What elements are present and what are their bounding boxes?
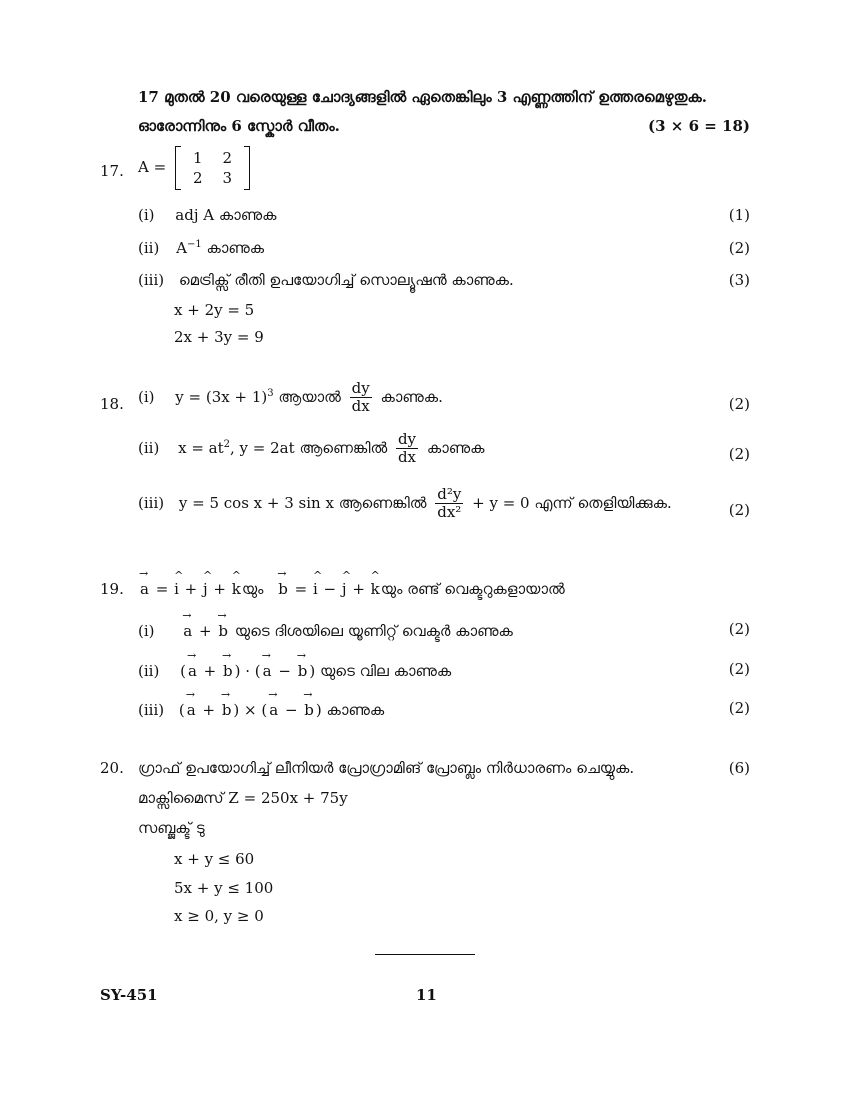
q19-number: 19. bbox=[100, 580, 124, 598]
part-text: കാണുക bbox=[206, 239, 265, 257]
derivative-fraction bbox=[350, 380, 372, 416]
unit-i: ^ i bbox=[174, 580, 179, 598]
q19-part-iii-marks: (2) bbox=[728, 699, 750, 717]
footer-code: SY-451 bbox=[100, 986, 158, 1004]
q20-marks: (6) bbox=[728, 759, 750, 777]
part-number: (i) bbox=[138, 206, 155, 224]
q18-part-i bbox=[138, 380, 443, 416]
matrix-label: A = bbox=[138, 158, 167, 176]
part-text: മെട്രിക്സ് രീതി ഉപയോഗിച്ച് സൊല്യൂഷൻ കാണുക. bbox=[178, 271, 514, 289]
matrix-cell: 2 bbox=[222, 149, 233, 167]
end-divider bbox=[375, 954, 475, 955]
part-expr-2: + y = 0 bbox=[472, 493, 530, 512]
part-mid-text: ആയാൽ bbox=[278, 387, 341, 406]
part-mid-text: ആണെങ്കിൽ bbox=[299, 438, 388, 457]
part-expr: y = (3x + 1) bbox=[175, 387, 268, 406]
unit-j: ^ j bbox=[342, 580, 347, 598]
part-number: (i) bbox=[138, 387, 155, 406]
fraction-denominator: dx bbox=[351, 397, 370, 416]
part-number: (iii) bbox=[138, 493, 165, 512]
q18-part-i-marks: (2) bbox=[728, 395, 750, 413]
q19-part-ii-marks: (2) bbox=[728, 660, 750, 678]
q17-equation-1: x + 2y = 5 bbox=[174, 301, 255, 319]
matrix-cell: 2 bbox=[192, 169, 203, 187]
fraction-numerator: d²y bbox=[437, 485, 462, 503]
part-expr-sup: −1 bbox=[186, 239, 202, 250]
part-expr-sup: 3 bbox=[267, 387, 274, 399]
matrix-A bbox=[175, 146, 250, 190]
second-derivative-fraction bbox=[435, 486, 463, 522]
q19-part-iii: (iii) (→ a + → b ) × (→ a − → b ) കാണുക bbox=[138, 695, 384, 719]
instruction-marks: (3 × 6 = 18) bbox=[648, 117, 750, 135]
vector-b: → b bbox=[222, 695, 232, 719]
instruction-line-1: 17 മുതൽ 20 വരെയുള്ള ചോദ്യങ്ങളിൽ ഏതെങ്കിലും 3 എണ്ണത്തിന് ഉത്തരമെഴുതുക. bbox=[138, 88, 707, 106]
q20-constraint-1: x + y ≤ 60 bbox=[174, 850, 255, 868]
q17-part-i bbox=[138, 206, 276, 224]
part-number: (iii) bbox=[138, 701, 165, 719]
part-expr-sup: 2 bbox=[223, 438, 231, 450]
q20-number: 20. bbox=[100, 759, 124, 777]
unit-j: ^ j bbox=[203, 580, 208, 598]
maximise-label: മാക്സിമൈസ് bbox=[138, 789, 224, 807]
q18-part-iii bbox=[138, 486, 672, 522]
fraction-numerator: dy bbox=[351, 379, 370, 397]
conjunction-text: യും bbox=[241, 580, 264, 598]
q17-matrix-def bbox=[138, 146, 250, 190]
part-text: കാണുക bbox=[326, 701, 385, 719]
instruction-line-2: ഓരോന്നിനും 6 സ്കോർ വീതം. bbox=[138, 117, 340, 135]
q19-intro: → a = ^ i + ^ j + ^ kയും → b = ^ i − ^ j + ^ kയും രണ്ട് വെക്ടറുകളായാൽ bbox=[138, 574, 565, 598]
fraction-numerator: dy bbox=[397, 430, 417, 448]
unit-k: ^ k bbox=[371, 580, 380, 598]
vector-b: → b bbox=[278, 574, 288, 598]
fraction-denominator: dx² bbox=[437, 503, 462, 522]
vector-a: → a bbox=[263, 656, 272, 680]
vector-a: → a bbox=[188, 656, 197, 680]
vector-a: → a bbox=[140, 574, 149, 598]
part-text: കാണുക. bbox=[380, 387, 443, 406]
q19-part-ii: (ii) (→ a + → b ) · (→ a − → b ) യുടെ വില കാണുക bbox=[138, 656, 451, 680]
vector-a: → a bbox=[187, 695, 196, 719]
matrix-cell: 3 bbox=[222, 169, 233, 187]
footer-page-number: 11 bbox=[416, 986, 437, 1004]
q19-part-i: (i) → a + → b യുടെ ദിശയിലെ യൂണിറ്റ് വെക്ടർ കാണുക bbox=[138, 616, 513, 640]
unit-i: ^ i bbox=[313, 580, 318, 598]
q20-text: ഗ്രാഫ് ഉപയോഗിച്ച് ലീനിയർ പ്രോഗ്രാമിങ് പ്രോബ്ലം നിർധാരണം ചെയ്യുക. bbox=[138, 759, 635, 777]
part-expr: A bbox=[176, 239, 187, 257]
vector-b: → b bbox=[304, 695, 314, 719]
part-text: എന്ന് തെളിയിക്കുക. bbox=[534, 493, 672, 512]
q20-constraint-2: 5x + y ≤ 100 bbox=[174, 879, 274, 897]
unit-k: ^ k bbox=[232, 580, 241, 598]
q17-part-ii-marks: (2) bbox=[728, 239, 750, 257]
q20-objective bbox=[138, 789, 348, 807]
q18-number: 18. bbox=[100, 395, 124, 413]
q17-equation-2: 2x + 3y = 9 bbox=[174, 328, 264, 346]
vector-b: → b bbox=[298, 656, 308, 680]
vector-b: → b bbox=[218, 616, 228, 640]
fraction-denominator: dx bbox=[397, 448, 417, 467]
q17-number: 17. bbox=[100, 162, 124, 180]
part-number: (ii) bbox=[138, 438, 160, 457]
part-expr: adj A bbox=[175, 206, 215, 224]
intro-text: യും രണ്ട് വെക്ടറുകളായാൽ bbox=[380, 580, 565, 598]
q18-part-ii-marks: (2) bbox=[728, 445, 750, 463]
part-number: (ii) bbox=[138, 239, 160, 257]
part-number: (i) bbox=[138, 622, 155, 640]
vector-a: → a bbox=[269, 695, 278, 719]
objective-function: Z = 250x + 75y bbox=[228, 789, 348, 807]
q17-part-ii bbox=[138, 239, 264, 257]
q17-part-iii-marks: (3) bbox=[728, 271, 750, 289]
part-text: യുടെ ദിശയിലെ യൂണിറ്റ് വെക്ടർ കാണുക bbox=[234, 622, 513, 640]
part-text: കാണുക bbox=[426, 438, 485, 457]
derivative-fraction bbox=[396, 431, 418, 467]
vector-a: → a bbox=[183, 616, 192, 640]
matrix-cell: 1 bbox=[192, 149, 203, 167]
part-text: കാണുക bbox=[218, 206, 277, 224]
q20-subject-to: സബ്ജക്ട് ടു bbox=[138, 819, 205, 837]
q17-part-i-marks: (1) bbox=[728, 206, 750, 224]
vector-b: → b bbox=[223, 656, 233, 680]
part-expr: x = at bbox=[178, 438, 224, 457]
q18-part-iii-marks: (2) bbox=[728, 501, 750, 519]
q19-part-i-marks: (2) bbox=[728, 620, 750, 638]
part-text: യുടെ വില കാണുക bbox=[319, 662, 452, 680]
part-expr-2: , y = 2at bbox=[230, 438, 295, 457]
part-expr: y = 5 cos x + 3 sin x bbox=[178, 493, 334, 512]
part-mid-text: ആണെങ്കിൽ bbox=[338, 493, 427, 512]
q20-constraint-3: x ≥ 0, y ≥ 0 bbox=[174, 907, 264, 925]
q17-part-iii bbox=[138, 271, 514, 289]
part-number: (ii) bbox=[138, 662, 160, 680]
part-number: (iii) bbox=[138, 271, 165, 289]
q18-part-ii bbox=[138, 431, 484, 467]
